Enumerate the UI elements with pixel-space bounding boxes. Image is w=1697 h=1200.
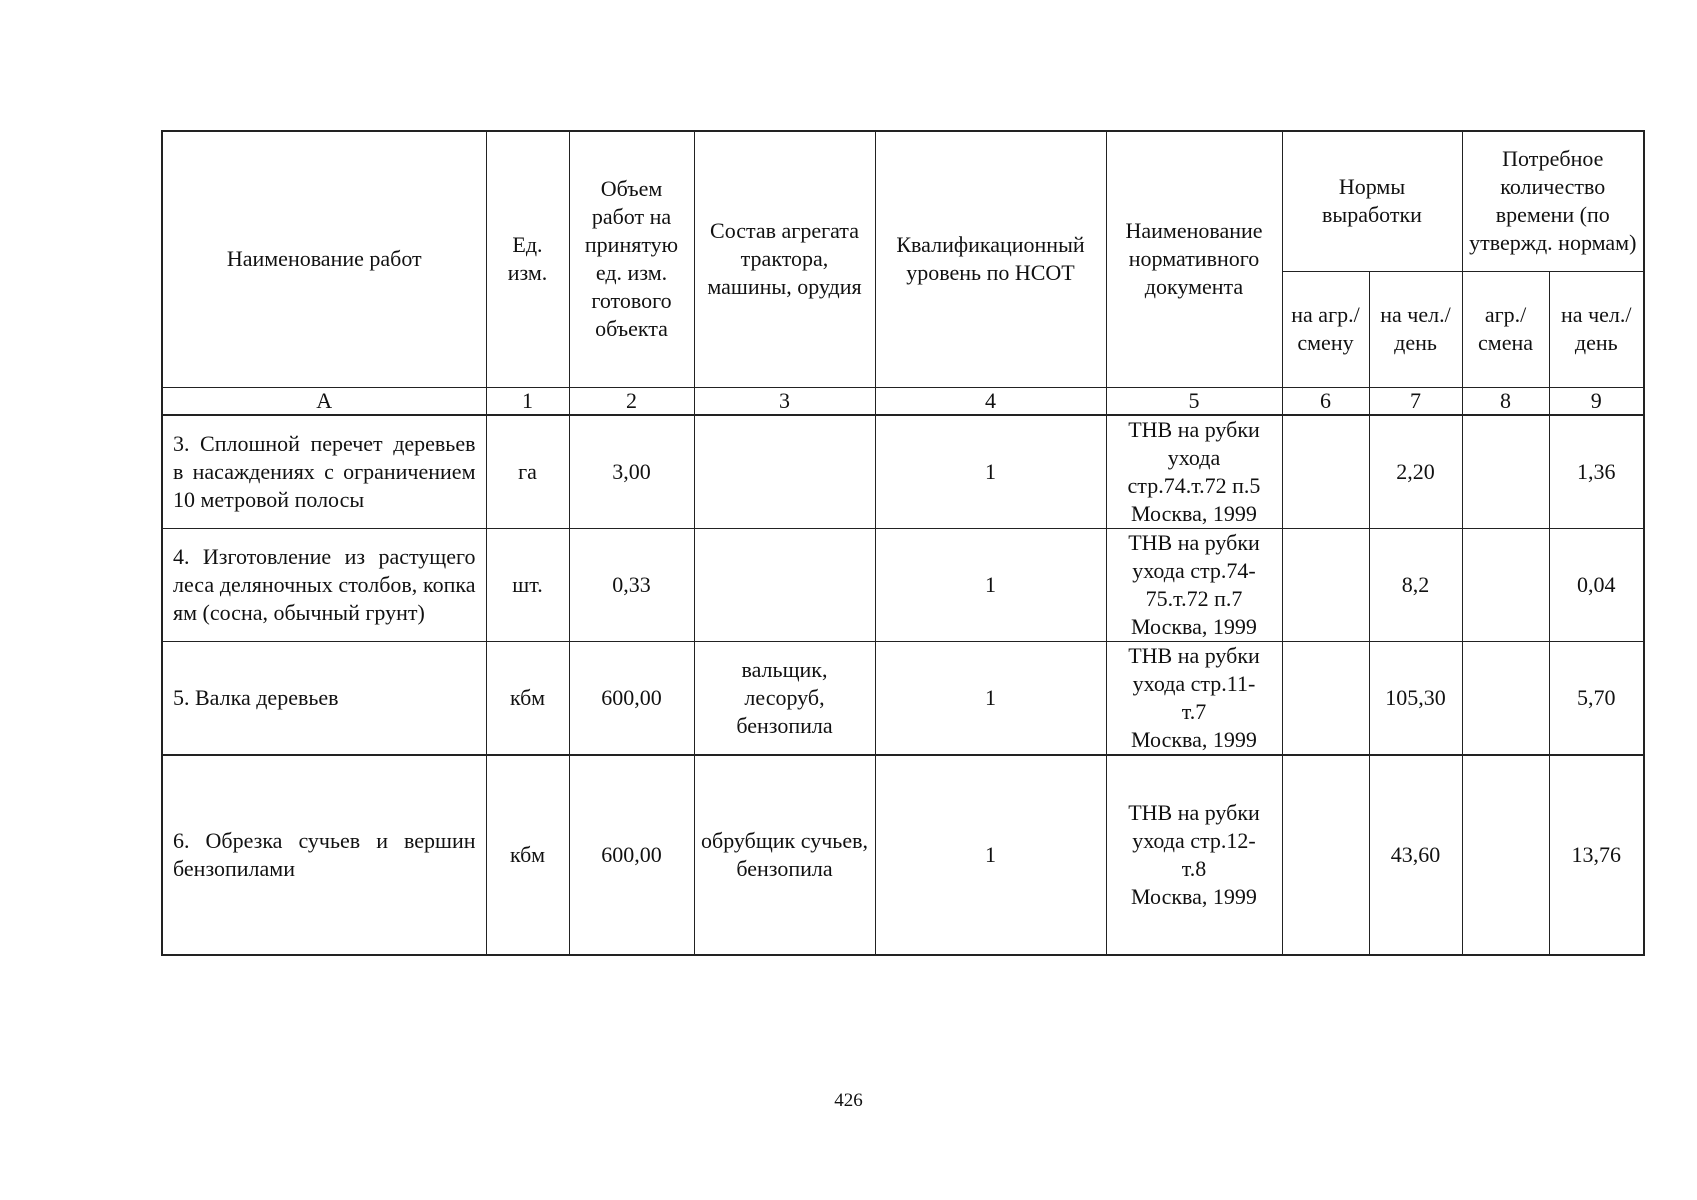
normative-doc-cell [1106,415,1282,529]
doc-line: Москва, 1999 [1131,884,1257,909]
time-man-cell: 5,70 [1549,642,1644,756]
time-agr-cell [1462,755,1549,955]
table-row [162,642,1644,756]
norm-man-cell: 2,20 [1369,415,1462,529]
header-volume: Объем работ на принятую ед. изм. готового объекта [569,131,694,387]
column-index: 7 [1369,387,1462,415]
norm-man-cell: 105,30 [1369,642,1462,756]
unit-cell: кбм [486,755,569,955]
work-name-cell: 6. Обрезка сучьев и вершин бензопилами [162,755,486,955]
volume-cell: 600,00 [569,755,694,955]
norm-agr-cell [1282,642,1369,756]
work-name-cell: 3. Сплошной перечет деревьев в насаждениях с ограничением 10 метровой полосы [162,415,486,529]
qualification-cell: 1 [875,415,1106,529]
doc-line: т.7 [1181,699,1207,724]
header-qualification: Квалификационный уровень по НСОТ [875,131,1106,387]
composition-cell [694,415,875,529]
column-index: 2 [569,387,694,415]
header-norms: Нормы выработки [1282,131,1462,271]
table-row [162,415,1644,529]
header-unit: Ед. изм. [486,131,569,387]
column-index: 3 [694,387,875,415]
doc-line: ТНВ на рубки ухода стр.12- [1128,800,1260,853]
header-composition: Состав агрегата трактора, машины, орудия [694,131,875,387]
normative-doc-cell [1106,755,1282,955]
composition-cell: вальщик, лесоруб, бензопила [694,642,875,756]
composition-cell [694,529,875,642]
qualification-cell: 1 [875,755,1106,955]
normative-doc-cell [1106,529,1282,642]
column-index: 1 [486,387,569,415]
time-man-cell: 13,76 [1549,755,1644,955]
header-norms-per-man: на чел./ день [1369,271,1462,387]
column-index: 9 [1549,387,1644,415]
column-index: 6 [1282,387,1369,415]
table-row [162,529,1644,642]
composition-cell: обрубщик сучьев, бензопила [694,755,875,955]
header-work-name: Наименование работ [162,131,486,387]
time-man-cell: 1,36 [1549,415,1644,529]
column-index: А [162,387,486,415]
doc-line: Москва, 1999 [1131,501,1257,526]
doc-line: т.8 [1181,856,1207,881]
works-table-container [161,130,1643,956]
norm-agr-cell [1282,755,1369,955]
volume-cell: 600,00 [569,642,694,756]
norm-man-cell: 8,2 [1369,529,1462,642]
volume-cell: 3,00 [569,415,694,529]
norm-agr-cell [1282,415,1369,529]
column-index: 4 [875,387,1106,415]
doc-line: Москва, 1999 [1131,727,1257,752]
header-norms-per-agr: на агр./ смену [1282,271,1369,387]
volume-cell: 0,33 [569,529,694,642]
column-index-row [162,387,1644,415]
time-agr-cell [1462,415,1549,529]
header-normative-doc: Наименование нормативного документа [1106,131,1282,387]
unit-cell: кбм [486,642,569,756]
header-time-needed: Потребное количество времени (по утвержд. нормам) [1462,131,1644,271]
unit-cell: га [486,415,569,529]
work-name-cell: 5. Валка деревьев [162,642,486,756]
work-name-cell: 4. Изготовление из растущего леса деляночных столбов, копка ям (сосна, обычный грунт) [162,529,486,642]
column-index: 8 [1462,387,1549,415]
doc-line: ТНВ на рубки ухода стр.74- [1128,530,1260,583]
time-agr-cell [1462,642,1549,756]
doc-line: стр.74.т.72 п.5 [1127,473,1261,498]
norm-agr-cell [1282,529,1369,642]
header-time-per-agr: агр./ смена [1462,271,1549,387]
doc-line: Москва, 1999 [1131,614,1257,639]
header-row [162,131,1644,271]
time-agr-cell [1462,529,1549,642]
works-table [161,130,1645,956]
column-index: 5 [1106,387,1282,415]
doc-line: ТНВ на рубки ухода [1128,417,1260,470]
table-row [162,755,1644,955]
doc-line: 75.т.72 п.7 [1145,586,1243,611]
header-time-per-man: на чел./ день [1549,271,1644,387]
normative-doc-cell [1106,642,1282,756]
qualification-cell: 1 [875,642,1106,756]
page-number: 426 [834,1090,863,1111]
unit-cell: шт. [486,529,569,642]
norm-man-cell: 43,60 [1369,755,1462,955]
time-man-cell: 0,04 [1549,529,1644,642]
qualification-cell: 1 [875,529,1106,642]
doc-line: ТНВ на рубки ухода стр.11- [1128,643,1260,696]
